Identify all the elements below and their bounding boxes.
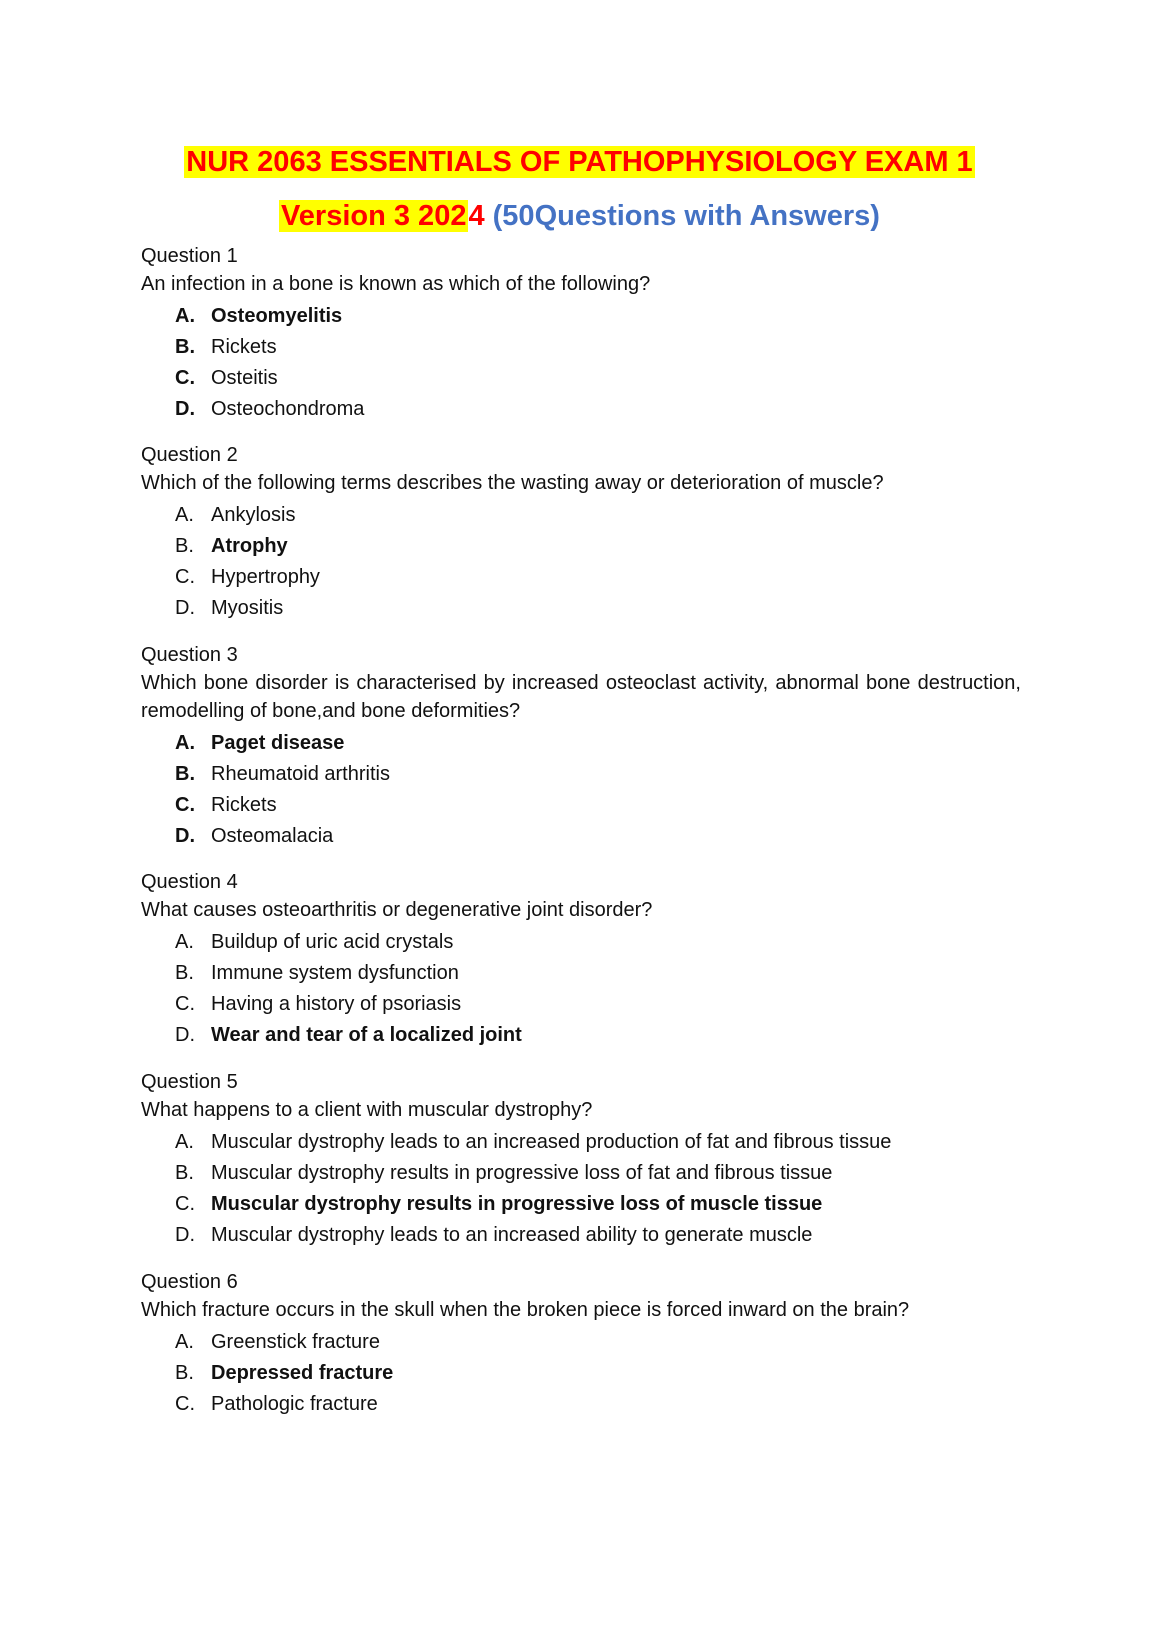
- answer-option: [141, 821, 1021, 852]
- answer-option: [141, 790, 1021, 821]
- option-letter: C.: [175, 993, 195, 1015]
- option-letter: A.: [175, 732, 195, 754]
- option-letter: B.: [175, 962, 194, 984]
- option-text: Wear and tear of a localized joint: [211, 1024, 522, 1046]
- option-text: Pathologic fracture: [211, 1393, 378, 1415]
- answer-option: [141, 593, 1021, 624]
- option-letter: C.: [175, 566, 195, 588]
- option-text: Myositis: [211, 597, 284, 619]
- option-text: Osteomalacia: [211, 825, 334, 847]
- question-label: Question 5: [141, 1071, 238, 1093]
- option-text: Muscular dystrophy results in progressive loss of muscle tissue: [211, 1193, 823, 1215]
- answer-option: [141, 394, 1021, 425]
- option-letter: B.: [175, 336, 195, 358]
- question-label: Question 4: [141, 871, 238, 893]
- answer-option: [141, 1020, 1021, 1051]
- answer-option: [141, 562, 1021, 593]
- answer-option: [141, 1358, 1021, 1389]
- option-text: Greenstick fracture: [211, 1331, 380, 1353]
- document-title-line-1: [0, 144, 1159, 180]
- option-letter: B.: [175, 763, 195, 785]
- option-text: Hypertrophy: [211, 566, 320, 588]
- answer-option: [141, 958, 1021, 989]
- option-letter: B.: [175, 1162, 194, 1184]
- option-letter: C.: [175, 794, 195, 816]
- answer-options: [141, 1327, 1021, 1420]
- answer-options: [141, 927, 1021, 1051]
- answer-option: [141, 1158, 1021, 1189]
- option-letter: A.: [175, 931, 194, 953]
- option-text: Depressed fracture: [211, 1362, 394, 1384]
- answer-option: [141, 728, 1021, 759]
- answer-option: [141, 332, 1021, 363]
- answer-options: [141, 301, 1021, 425]
- question-label: Question 1: [141, 245, 238, 267]
- title-version-highlight: Version 3 202: [281, 200, 467, 232]
- answer-option: [141, 531, 1021, 562]
- question-text: Which of the following terms describes the wasting away or deterioration of muscle?: [141, 472, 884, 494]
- question-label: Question 6: [141, 1271, 238, 1293]
- answer-option: [141, 500, 1021, 531]
- answer-option: [141, 989, 1021, 1020]
- question-text: Which fracture occurs in the skull when the broken piece is forced inward on the brain?: [141, 1299, 910, 1321]
- option-letter: C.: [175, 367, 195, 389]
- question-block: [141, 641, 1021, 852]
- answer-option: [141, 1327, 1021, 1358]
- option-text: Muscular dystrophy leads to an increased production of fat and fibrous tissue: [211, 1131, 892, 1153]
- option-letter: A.: [175, 504, 194, 526]
- title-year-digit: 4: [468, 200, 485, 232]
- title-highlight: NUR 2063 ESSENTIALS OF PATHOPHYSIOLOGY EXAM 1: [186, 146, 973, 178]
- answer-option: [141, 1220, 1021, 1251]
- answer-option: [141, 301, 1021, 332]
- option-letter: A.: [175, 1131, 194, 1153]
- question-block: [141, 242, 1021, 425]
- option-letter: A.: [175, 305, 195, 327]
- option-text: Ankylosis: [211, 504, 296, 526]
- document-title-line-2: [0, 198, 1159, 234]
- question-text: What causes osteoarthritis or degenerative joint disorder?: [141, 899, 653, 921]
- option-text: Muscular dystrophy results in progressive loss of fat and fibrous tissue: [211, 1162, 833, 1184]
- option-text: Muscular dystrophy leads to an increased ability to generate muscle: [211, 1224, 813, 1246]
- title-question-count: (50Questions with Answers): [484, 200, 880, 232]
- question-block: [141, 1068, 1021, 1251]
- option-text: Osteitis: [211, 367, 278, 389]
- option-text: Having a history of psoriasis: [211, 993, 462, 1015]
- option-text: Osteomyelitis: [211, 305, 343, 327]
- option-text: Buildup of uric acid crystals: [211, 931, 454, 953]
- option-letter: D.: [175, 825, 195, 847]
- option-letter: D.: [175, 1224, 195, 1246]
- option-text: Rickets: [211, 336, 277, 358]
- answer-option: [141, 759, 1021, 790]
- option-letter: D.: [175, 597, 195, 619]
- answer-option: [141, 1189, 1021, 1220]
- option-letter: D.: [175, 1024, 195, 1046]
- option-letter: C.: [175, 1193, 195, 1215]
- answer-options: [141, 500, 1021, 624]
- option-text: Rheumatoid arthritis: [211, 763, 390, 785]
- answer-option: [141, 1127, 1021, 1158]
- question-text: An infection in a bone is known as which of the following?: [141, 273, 651, 295]
- question-label: Question 3: [141, 644, 238, 666]
- option-text: Atrophy: [211, 535, 288, 557]
- option-text: Rickets: [211, 794, 277, 816]
- option-letter: D.: [175, 398, 195, 420]
- answer-options: [141, 728, 1021, 852]
- question-text: Which bone disorder is characterised by increased osteoclast activity, abnormal bone destruction, remodelling of bone,and bone deformities?: [141, 672, 1021, 722]
- option-letter: A.: [175, 1331, 194, 1353]
- question-block: [141, 868, 1021, 1051]
- question-block: [141, 1268, 1021, 1420]
- question-text: What happens to a client with muscular dystrophy?: [141, 1099, 593, 1121]
- question-label: Question 2: [141, 444, 238, 466]
- option-text: Osteochondroma: [211, 398, 365, 420]
- option-text: Paget disease: [211, 732, 345, 754]
- answer-option: [141, 1389, 1021, 1420]
- question-block: [141, 441, 1021, 624]
- answer-option: [141, 927, 1021, 958]
- option-letter: C.: [175, 1393, 195, 1415]
- answer-options: [141, 1127, 1021, 1251]
- answer-option: [141, 363, 1021, 394]
- option-letter: B.: [175, 1362, 194, 1384]
- option-text: Immune system dysfunction: [211, 962, 459, 984]
- option-letter: B.: [175, 535, 194, 557]
